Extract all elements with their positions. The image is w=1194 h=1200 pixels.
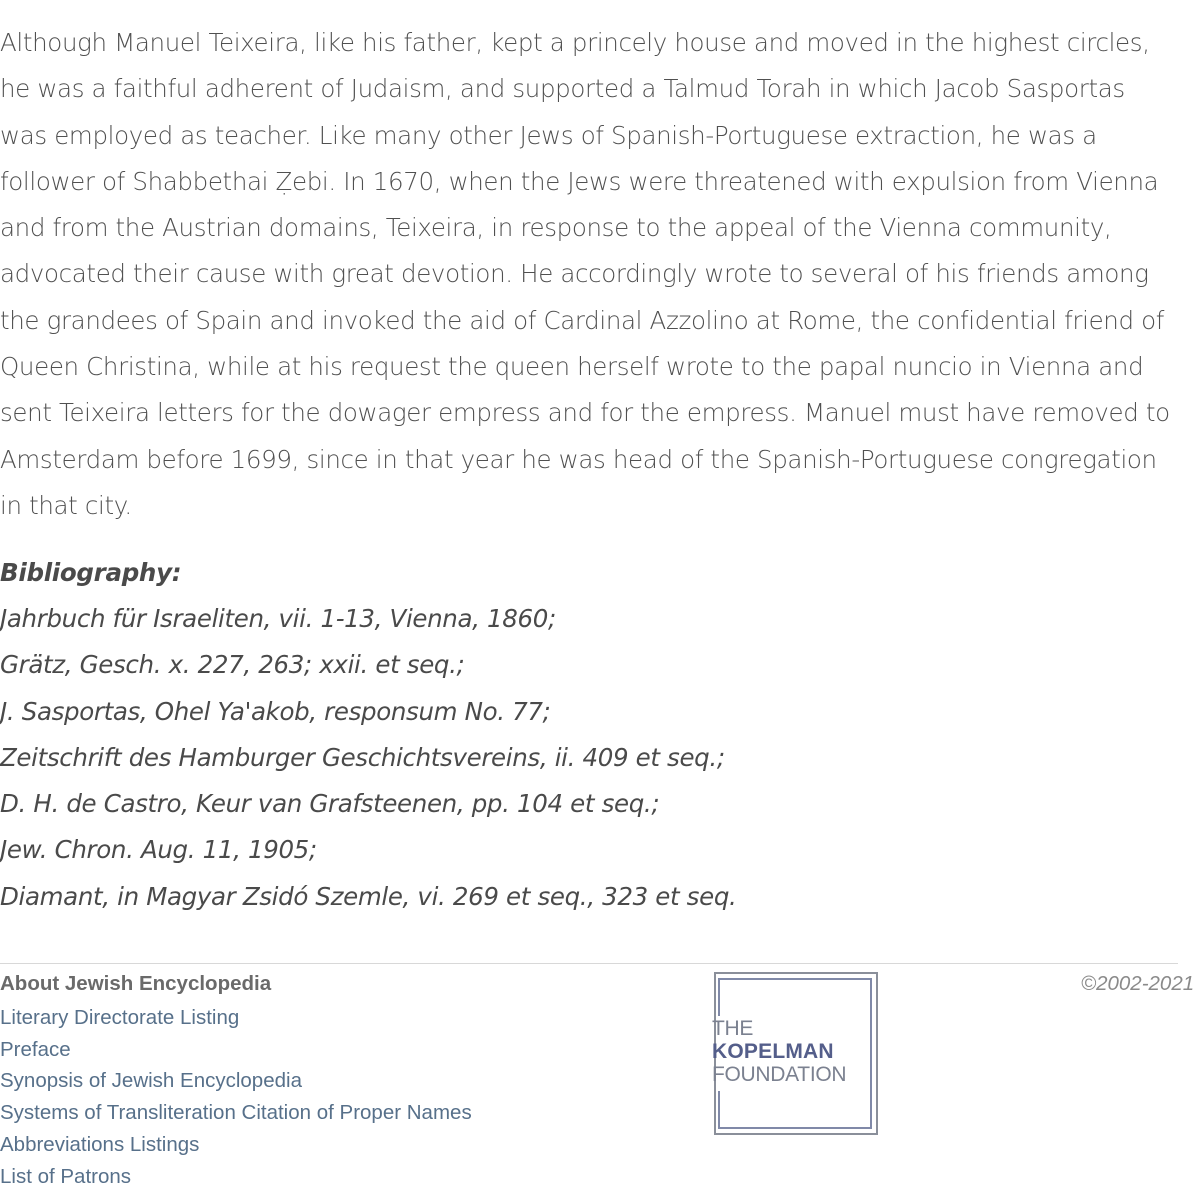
bibliography-item: D. H. de Castro, Keur van Grafsteenen, pp. 104 et seq.; [0,789,660,819]
copyright-notice: ©2002-2021 [1081,972,1194,995]
article-body [0,20,1170,529]
footer-heading: About Jewish Encyclopedia [0,972,272,995]
bibliography-item: Zeitschrift des Hamburger Geschichtsvereins, ii. 409 et seq.; [0,742,725,772]
footer-link-item [0,1034,472,1066]
bibliography-heading: Bibliography: [0,558,182,587]
article-paragraph: Although Manuel Teixeira, like his father, kept a princely house and moved in the highest circles, he was a faithful adherent of Judaism, and supported a Talmud Torah in which Jacob Sasportas was employed as teacher. Like many other Jews of Spanish-Portuguese extraction, he was a follower of Shabbethai Ẓebi. In 1670, when the Jews were threatened with expulsion from Vienna and from the Austrian domains, Teixeira, in response to the appeal of the Vienna community, advocated their cause with great devotion. He accordingly wrote to several of his friends among the grandees of Spain and invoked the aid of Cardinal Azzolino at Rome, the confidential friend of Queen Christina, while at his request the queen herself wrote to the papal nuncio in Vienna and sent Teixeira letters for the dowager empress and for the empress. Manuel must have removed to Amsterdam before 1699, since in that year he was head of the Spanish-Portuguese congregation in that city. [0,28,1170,520]
kopelman-foundation-logo[interactable] [714,972,878,1135]
footer-link-literary-directorate[interactable]: Literary Directorate Listing [0,1006,240,1029]
logo-text-foundation: FOUNDATION [712,1063,847,1086]
footer-link-preface[interactable]: Preface [0,1037,71,1061]
bibliography-list [0,596,736,920]
footer-divider [0,963,1178,964]
footer-link-item [0,1161,472,1193]
footer-link-item [0,1129,472,1161]
logo-text-kopelman: KOPELMAN [712,1040,834,1063]
bibliography-item: Jahrbuch für Israeliten, vii. 1-13, Vienna, 1860; [0,604,556,633]
bibliography-item: Diamant, in Magyar Zsidó Szemle, vi. 269 et seq., 323 et seq. [0,881,737,911]
footer-link-item [0,1002,472,1034]
bibliography-item: J. Sasportas, Ohel Ya'akob, responsum No. 77; [0,696,551,726]
footer-link-item [0,1065,472,1097]
footer-links [0,1002,472,1192]
bibliography-item: Jew. Chron. Aug. 11, 1905; [0,835,317,865]
footer-link-abbreviations[interactable]: Abbreviations Listings [0,1132,200,1156]
footer-link-item [0,1097,472,1129]
logo-text-the: THE [712,1017,754,1040]
footer-link-transliteration[interactable]: Systems of Transliteration Citation of Proper Names [0,1101,472,1125]
bibliography-item: Grätz, Gesch. x. 227, 263; xxii. et seq.; [0,650,465,680]
footer-link-synopsis[interactable]: Synopsis of Jewish Encyclopedia [0,1069,302,1093]
footer-link-patrons[interactable]: List of Patrons [0,1164,132,1188]
